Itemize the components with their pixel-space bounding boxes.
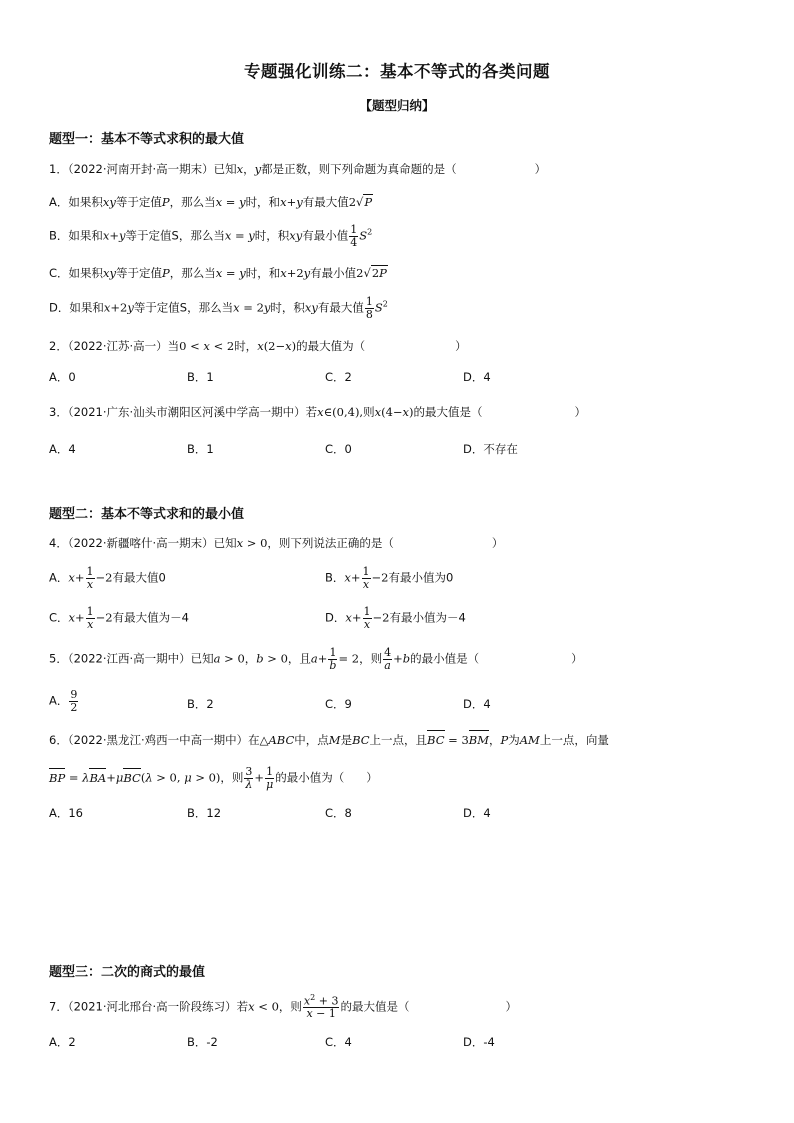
question-5-option-a[interactable]: A． $\frac{9}{2}$ bbox=[49, 688, 78, 714]
question-5-stem: 5．（2022·江西·高一期中）已知a > 0，b > 0，且a+ $\frac{1}{b}$ = 2，则 $\frac{4}{a}$ +b的最小值是（ ） bbox=[49, 646, 583, 672]
fraction-one-eighth: $\frac{1}{8}$ bbox=[365, 295, 373, 321]
question-6-option-c[interactable]: C．8 bbox=[325, 806, 352, 820]
question-6-option-b[interactable]: B．12 bbox=[187, 806, 222, 820]
page-subtitle: 【题型归纳】 bbox=[359, 98, 435, 113]
question-1-option-d[interactable]: D．如果和x+2y等于定值S，那么当x = 2y时，积xy有最大值 $\frac{1}{8}$ $S^2$ bbox=[49, 295, 388, 321]
question-2-option-c[interactable]: C．2 bbox=[325, 370, 352, 384]
question-2-option-a[interactable]: A．0 bbox=[49, 370, 76, 384]
question-6-stem: 6．（2022·黑龙江·鸡西一中高一期中）在△ABC中，点M是BC上一点，且BC = 3BM，P为AM上一点，向量 bbox=[49, 733, 609, 747]
fraction-one-quarter: $\frac{1}{4}$ bbox=[350, 223, 358, 249]
question-7-stem: 7．（2021·河北邢台·高一阶段练习）若x < 0，则 $\frac{x^2 + 3}{x - 1}$ 的最大值是（ ） bbox=[49, 993, 517, 1021]
question-1-option-a[interactable]: A．如果积xy等于定值P，那么当x = y时，和x+y有最大值2√P bbox=[49, 195, 373, 209]
question-7-option-a[interactable]: A．2 bbox=[49, 1035, 76, 1049]
question-6-stem-line-2: BP = λBA+μBC(λ > 0, μ > 0)，则 $\frac{3}{\lambda}$ + $\frac{1}{\mu}$ 的最小值为（ ） bbox=[49, 765, 378, 791]
question-3-option-c[interactable]: C．0 bbox=[325, 442, 352, 456]
question-2-option-b[interactable]: B．1 bbox=[187, 370, 214, 384]
question-1-stem: 1．（2022·河南开封·高一期末）已知x，y都是正数，则下列命题为真命题的是（ ） bbox=[49, 162, 547, 176]
question-4-option-a[interactable]: A．x+ $\frac{1}{x}$ −2有最大值0 bbox=[49, 565, 166, 591]
question-7-option-d[interactable]: D．-4 bbox=[463, 1035, 495, 1049]
section-heading-3: 题型三：二次的商式的最值 bbox=[49, 965, 206, 980]
question-6-option-a[interactable]: A．16 bbox=[49, 806, 84, 820]
question-4-stem: 4．（2022·新疆喀什·高一期末）已知x > 0，则下列说法正确的是（ ） bbox=[49, 536, 504, 550]
question-3-stem: 3．（2021·广东·汕头市潮阳区河溪中学高一期中）若x∈(0,4),则x(4−x)的最大值是（ ） bbox=[49, 405, 587, 419]
question-6-option-d[interactable]: D．4 bbox=[463, 806, 491, 820]
question-1-option-b[interactable]: B．如果和x+y等于定值S，那么当x = y时，积xy有最小值 $\frac{1}{4}$ $S^2$ bbox=[49, 223, 373, 249]
question-7-option-c[interactable]: C．4 bbox=[325, 1035, 352, 1049]
question-4-option-b[interactable]: B．x+ $\frac{1}{x}$ −2有最小值为0 bbox=[325, 565, 454, 591]
question-2-stem: 2．（2022·江苏·高一）当0 < x < 2时，x(2−x)的最大值为（ ） bbox=[49, 339, 467, 353]
question-7-option-b[interactable]: B．-2 bbox=[187, 1035, 218, 1049]
question-2-option-d[interactable]: D．4 bbox=[463, 370, 491, 384]
question-5-option-d[interactable]: D．4 bbox=[463, 697, 491, 711]
question-4-option-c[interactable]: C．x+ $\frac{1}{x}$ −2有最大值为－4 bbox=[49, 605, 189, 631]
question-1-option-c[interactable]: C．如果积xy等于定值P，那么当x = y时，和x+2y有最小值2√2P bbox=[49, 266, 387, 280]
section-heading-2: 题型二：基本不等式求和的最小值 bbox=[49, 507, 245, 522]
question-5-option-b[interactable]: B．2 bbox=[187, 697, 214, 711]
question-3-option-a[interactable]: A．4 bbox=[49, 442, 76, 456]
question-3-option-d[interactable]: D．不存在 bbox=[463, 442, 518, 456]
question-3-option-b[interactable]: B．1 bbox=[187, 442, 214, 456]
page-title: 专题强化训练二：基本不等式的各类问题 bbox=[244, 62, 550, 81]
question-5-option-c[interactable]: C．9 bbox=[325, 697, 352, 711]
section-heading-1: 题型一：基本不等式求积的最大值 bbox=[49, 132, 245, 147]
question-4-option-d[interactable]: D．x+ $\frac{1}{x}$ −2有最小值为－4 bbox=[325, 605, 466, 631]
